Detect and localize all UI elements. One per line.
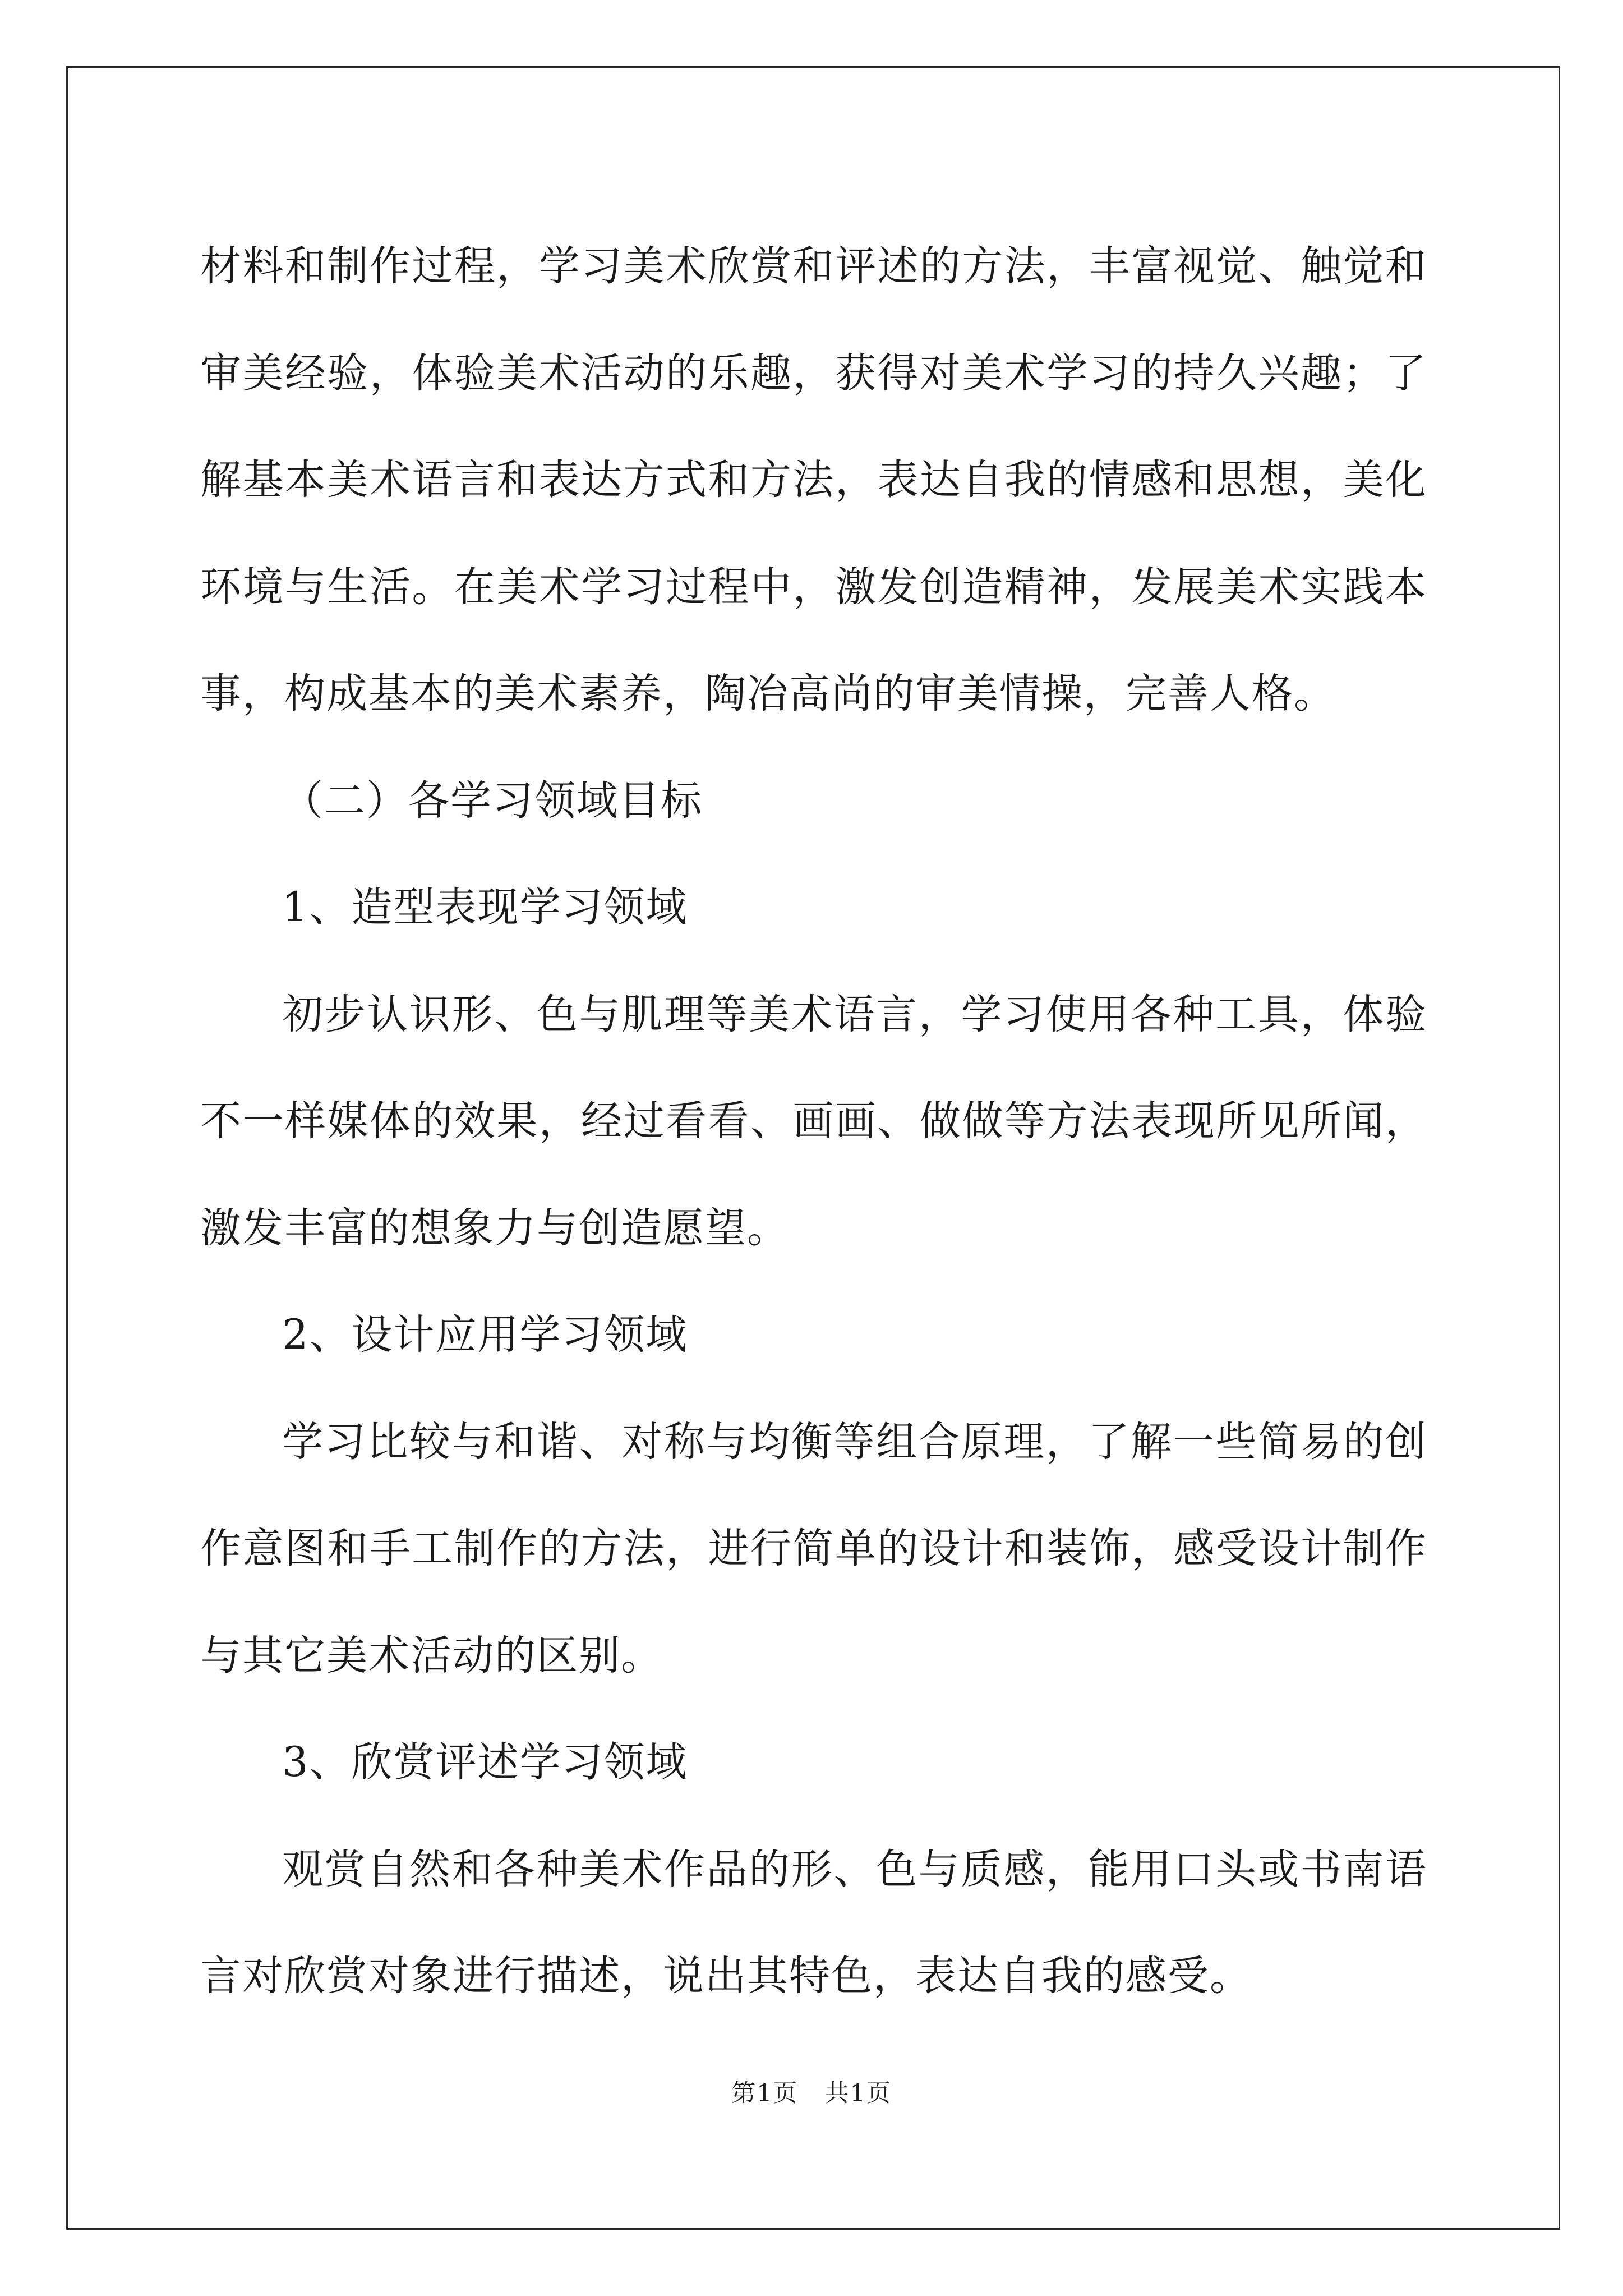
paragraph-design: 学习比较与和谐、对称与均衡等组合原理，了解一些简易的创作意图和手工制作的方法，进行简单的设计和装饰，感受设计制作与其它美术活动的区别。	[200, 1418, 1427, 1680]
subsection-heading-appreciation: 3、欣赏评述学习领域	[282, 1738, 688, 1786]
paragraph-appreciation: 观赏自然和各种美术作品的形、色与质感，能用口头或书南语言对欣赏对象进行描述，说出其特色，表达自我的感受。	[200, 1845, 1427, 2000]
section-heading-learning-goals: （二）各学习领域目标	[282, 776, 703, 825]
subsection-heading-modeling: 1、造型表现学习领域	[282, 884, 688, 931]
paragraph-continuation: 材料和制作过程，学习美术欣赏和评述的方法，丰富视觉、触觉和审美经验，体验美术活动的乐趣，获得对美术学习的持久兴趣；了解基本美术语言和表达方式和方法，表达自我的情感和思想，美化环境与生活。在美术学习过程中，激发创造精神，发展美术实践本事，构成基本的美术素养，陶冶高尚的审美情操，完善人格。	[200, 242, 1427, 717]
page-footer	[0, 2077, 1623, 2110]
subsection-heading-design: 2、设计应用学习领域	[282, 1311, 688, 1359]
page-number-total: 共1页	[824, 2079, 892, 2108]
paragraph-modeling: 初步认识形、色与肌理等美术语言，学习使用各种工具，体验不一样媒体的效果，经过看看、画画、做做等方法表现所见所闻，激发丰富的想象力与创造愿望。	[200, 990, 1427, 1252]
page-number-current: 第1页	[731, 2079, 799, 2108]
footer-separator	[798, 2079, 824, 2108]
document-body	[200, 213, 1427, 2030]
